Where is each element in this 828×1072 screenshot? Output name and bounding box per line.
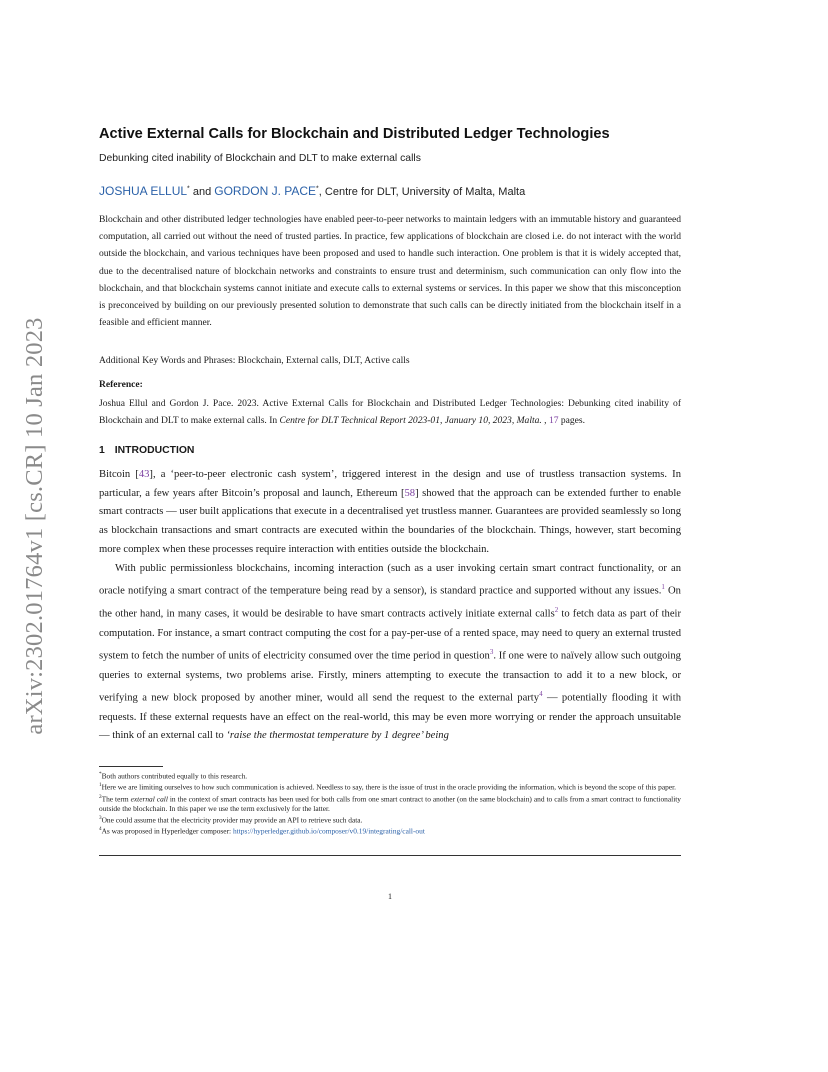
page-number: 1 xyxy=(388,892,392,901)
section-number: 1 xyxy=(99,445,105,456)
arxiv-sidebar-stamp xyxy=(22,292,48,760)
footnote-4: $^4$As was proposed in Hyperledger composer: https://hyperledger.github.io/composer/v0.19/integrating/call-out xyxy=(99,826,425,836)
footnote-2: $^2$The term external call in the context of smart contracts has been used for both calls from one smart contract to another (on the same blockchain) and to calls from a smart contract to functionality outside the blockchain. In this paper we use the term exclusively for the latter. xyxy=(99,793,682,814)
text-run: to fetch data as part of their computation. For instance, a smart contract computing the cost for a pay-per-use of a rented space, may need to query an external trusted system to fetch the number of units of electricity consumed over the time period in question xyxy=(99,608,681,662)
footnote-3: $^3$One could assume that the electricity provider may provide an API to retrieve such data. xyxy=(99,815,363,825)
paper-title: Active External Calls for Blockchain and Distributed Ledger Technologies xyxy=(99,126,610,142)
footnote-link[interactable]: 1 xyxy=(661,583,665,592)
reference-part: , xyxy=(541,415,549,426)
author-conjunction: and xyxy=(189,186,215,198)
text-run: . If one were to naïvely allow such outgoing queries to external systems, two problems arise. Firstly, miners attempting to execute the transaction to add it to a new block, or verifying a new block proposed by another miner, would all send the request to the external party xyxy=(99,650,681,704)
footnote-text: The term xyxy=(101,794,131,804)
text-run: ] showed that the approach can be extended further to enable smart contracts — user built applications that execute in a decentralised yet trustless manner. Guarantees are provided seamlessly so long as blockchain transactions and smart contracts are executed within the boundaries of the blockchain. Things, however, start becoming more complex when these processes require interaction with entities outside the blockchain. xyxy=(99,487,681,555)
pages-link[interactable]: 17 xyxy=(548,415,559,426)
author-mark: * xyxy=(316,185,319,193)
italic-run: ‘raise the thermostat temperature by 1 degree’ being xyxy=(226,730,449,742)
text-run: With public permissionless blockchains, incoming interaction (such as a user invoking certain smart contract functionality, or an oracle notifying a smart contract of the temperature being read by a sensor), is standard practice and supported without any issues. xyxy=(99,562,681,597)
citation-link[interactable]: 43 xyxy=(138,469,150,480)
section-title: INTRODUCTION xyxy=(114,445,195,456)
footnote-link[interactable]: 4 xyxy=(539,690,543,699)
body-text xyxy=(99,466,681,746)
paper-subtitle: Debunking cited inability of Blockchain and DLT to make external calls xyxy=(99,153,421,164)
footnote-star: *Both authors contributed equally to this research. xyxy=(99,771,248,781)
text-run: Bitcoin [ xyxy=(99,469,139,480)
author-line xyxy=(99,184,525,198)
author-pace[interactable]: GORDON J. PACE xyxy=(214,184,317,198)
citation-link[interactable]: 58 xyxy=(404,487,416,499)
keywords: Additional Key Words and Phrases: Blockchain, External calls, DLT, Active calls xyxy=(99,355,410,366)
footnote-italic: external call xyxy=(130,794,168,804)
footnotes xyxy=(99,770,681,837)
author-mark: * xyxy=(187,185,190,193)
footnote-divider xyxy=(99,766,163,767)
text-run: ], a ‘peer-to-peer electronic cash system’, triggered interest in the design and use of trustless transaction systems. In particular, a few years after Bitcoin’s proposal and launch, Ethereum [ xyxy=(99,469,681,499)
reference-part: Joshua Ellul and Gordon J. Pace. 2023. Active External Calls for Blockchain and Distributed Ledger Technologies: Debunking cited inability of Blockchain and DLT to make external calls. In xyxy=(99,398,681,426)
reference-text xyxy=(99,395,681,429)
text-run: — potentially flooding it with requests. If these external requests have an effect on the real-world, this may be even more worrying or render the approach unsuitable — think of an external call to xyxy=(99,692,681,742)
footnote-text: One could assume that the electricity provider may provide an API to retrieve such data. xyxy=(101,815,363,825)
paragraph xyxy=(99,560,681,746)
reference-venue: Centre for DLT Technical Report 2023-01, January 10, 2023, Malta. xyxy=(279,415,542,426)
author-ellul[interactable]: JOSHUA ELLUL xyxy=(99,184,188,198)
footnote-text: Both authors contributed equally to this research. xyxy=(101,771,248,781)
footnote-link[interactable]: 3 xyxy=(489,648,494,657)
section-heading xyxy=(99,445,194,456)
footnote-link[interactable]: 2 xyxy=(554,606,559,615)
footnote-1: $^1$Here we are limiting ourselves to how such communication is achieved. Needless to say, there is the issue of trust in the oracle providing the information, which is beyond the scope of this paper. xyxy=(99,782,677,792)
paragraph xyxy=(99,466,681,560)
text-run: On the other hand, in many cases, it would be desirable to have smart contracts actively initiate external calls xyxy=(99,585,681,620)
arxiv-id: arXiv:2302.01764v1 [cs.CR] 10 Jan 2023 xyxy=(21,317,48,735)
abstract: Blockchain and other distributed ledger technologies have enabled peer-to-peer networks to maintain ledgers with an immutable history and guaranteed computation, all carried out without the need of trusted parties. In practice, few applications of blockchain are closed i.e. do not interact with the world outside the blockchain, and various techniques have been proposed and used to handle such interaction. One problem is that it is widely accepted that, due to the decentralised nature of blockchain networks and constraints to ensure trust and determinism, such communication can only flow into the blockchain, and that blockchain systems cannot initiate and execute calls to external systems or services. In this paper we show that this misconception is preconceived by building on our previously presented solution to demonstrate that such calls can be directly initiated from the blockchain itself in a feasible and efficient manner. xyxy=(99,214,681,329)
footnote-url-link[interactable]: https://hyperledger.github.io/composer/v0.19/integrating/call-out xyxy=(232,826,425,836)
reference-heading: Reference: xyxy=(99,379,143,390)
reference-part: pages. xyxy=(558,415,586,426)
footnote-bottom-rule xyxy=(99,855,681,856)
affiliation: , Centre for DLT, University of Malta, Malta xyxy=(318,186,526,198)
footnote-text: Here we are limiting ourselves to how such communication is achieved. Needless to say, there is the issue of trust in the oracle providing the information, which is beyond the scope of this paper. xyxy=(101,782,677,792)
footnote-text: in the context of smart contracts has been used for both calls from one smart contract to another (on the same blockchain) and to calls from a smart contract to functionality outside the blockchain. In this paper we use the term exclusively for the latter. xyxy=(99,794,682,814)
footnote-text: As was proposed in Hyperledger composer: xyxy=(101,826,233,836)
